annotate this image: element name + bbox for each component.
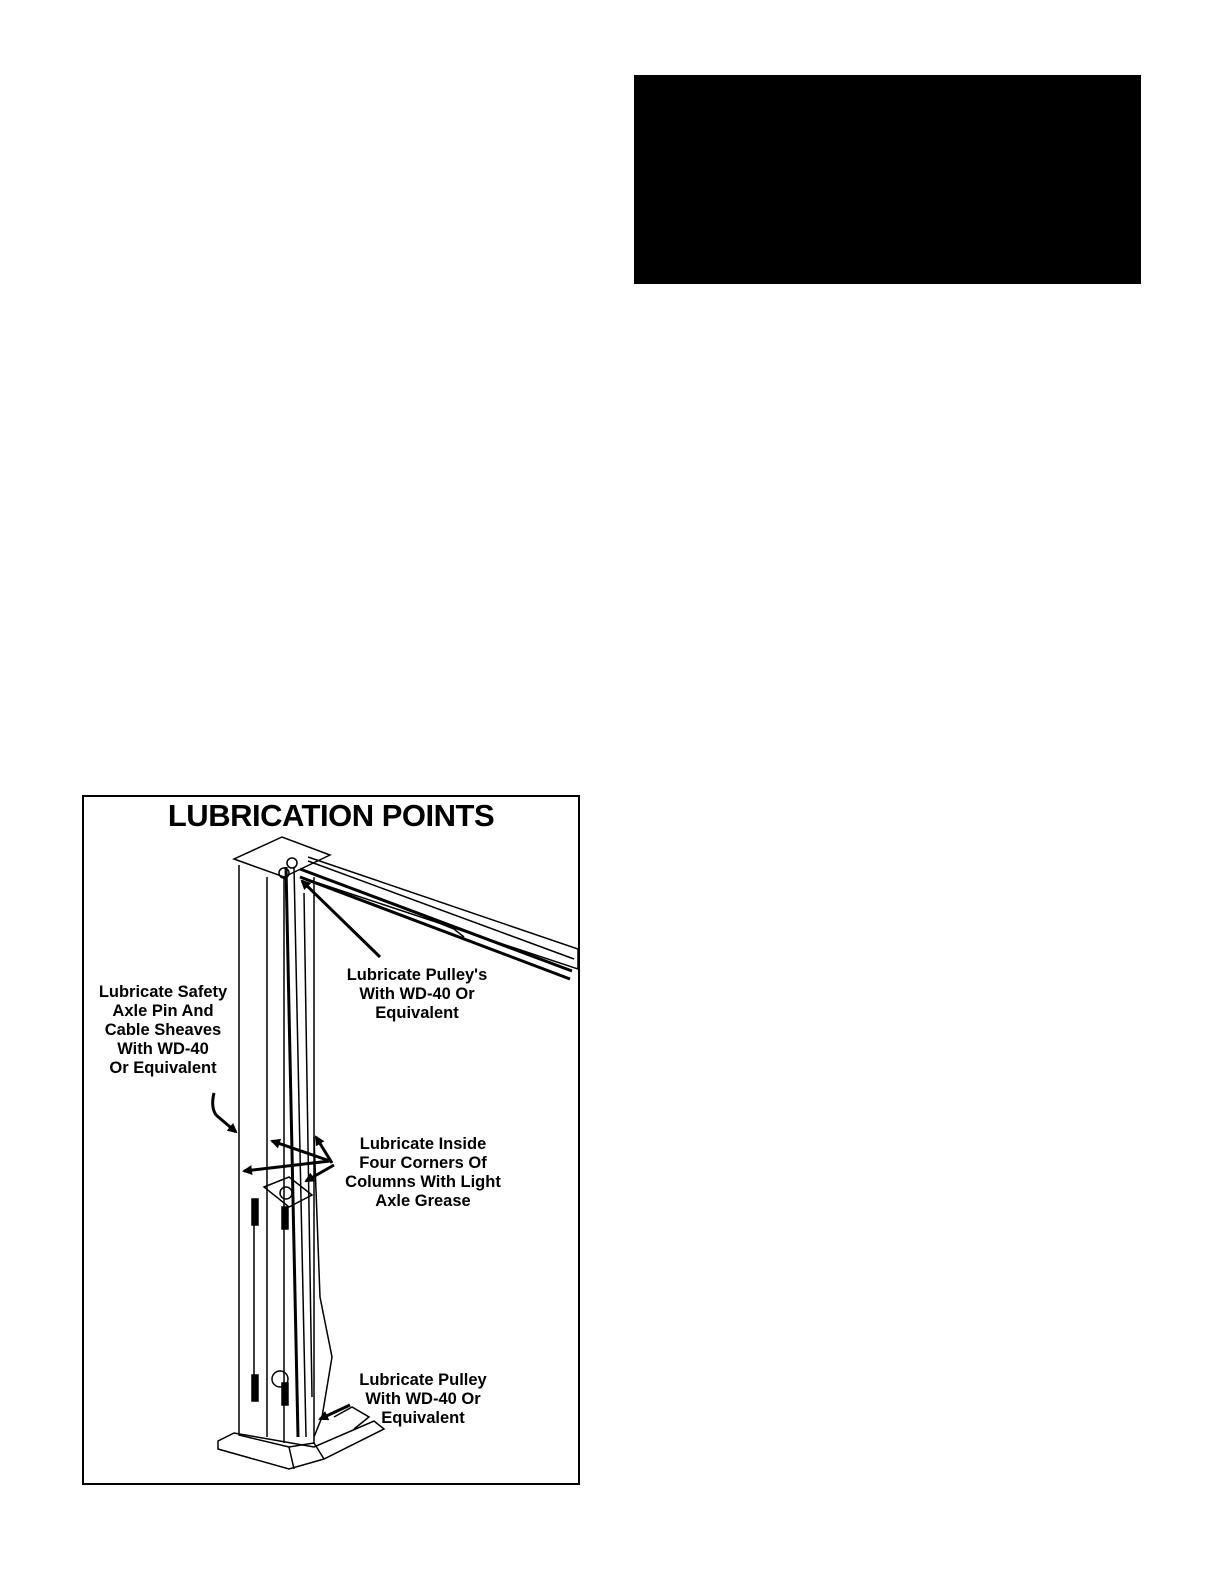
callout-lubricate-pulley: Lubricate Pulley With WD-40 Or Equivalent (359, 1371, 487, 1427)
lubrication-points-figure (82, 795, 580, 1485)
arrow-safety (216, 1115, 236, 1132)
arrow-corner-2 (244, 1161, 330, 1171)
lock-block (252, 1199, 258, 1225)
lock-block (282, 1207, 288, 1229)
callout-lubricate-safety: Lubricate Safety Axle Pin And Cable Sheaves With WD-40 Or Equivalent (98, 983, 228, 1077)
column-top-cap (234, 837, 330, 877)
black-header-block (634, 75, 1141, 284)
lock-block (252, 1375, 258, 1401)
callout-lubricate-pulleys: Lubricate Pulley's With WD-40 Or Equivalent (346, 966, 488, 1022)
carriage-box (264, 1177, 312, 1207)
column-body (239, 865, 314, 1447)
arrow-corner-4 (306, 1165, 334, 1181)
base-plate (218, 1421, 384, 1469)
figure-title: LUBRICATION POINTS (167, 798, 495, 833)
callout-lubricate-corners: Lubricate Inside Four Corners Of Columns With Light Axle Grease (345, 1135, 501, 1210)
